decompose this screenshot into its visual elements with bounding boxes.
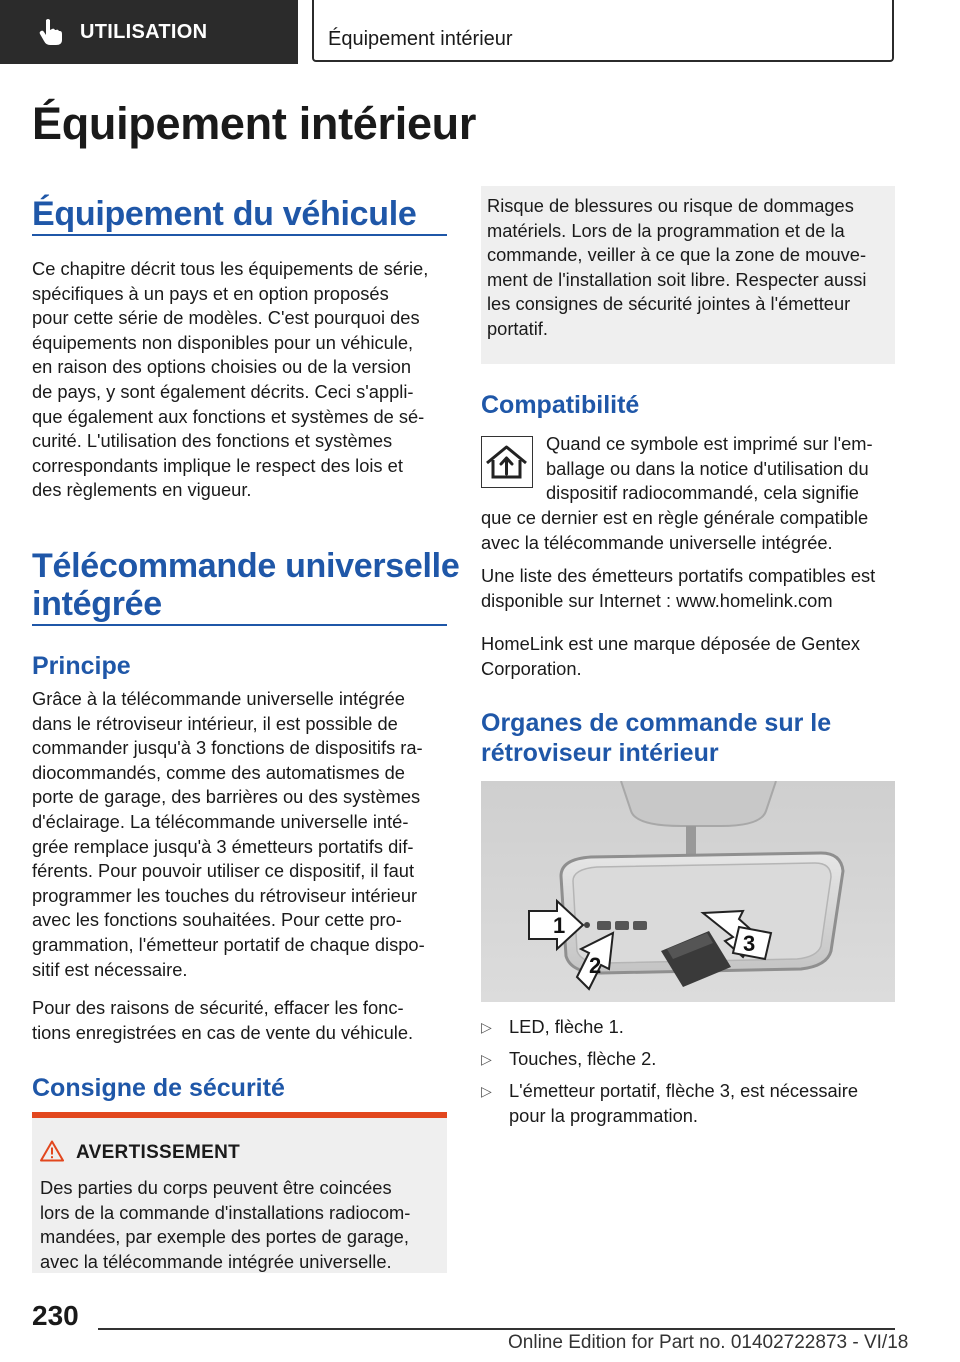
text-line: que ce dernier est en règle générale compatible — [481, 507, 869, 528]
section-label: UTILISATION — [80, 20, 208, 43]
text-line: tions enregistrées en cas de vente du véhicule. — [32, 1021, 414, 1043]
heading-line: rétroviseur intérieur — [481, 739, 719, 767]
footer-rule — [98, 1328, 895, 1330]
triangle-bullet-icon: ▷ — [481, 1083, 492, 1099]
arrow-label-1: 1 — [553, 913, 566, 938]
paragraph-compat-beside-icon — [546, 432, 896, 506]
text-line: ment de l'installation soit libre. Respecter aussi — [487, 268, 867, 290]
text-line: disponible sur Internet : www.homelink.com — [481, 589, 833, 611]
text-line: d'éclairage. La télécommande universelle inté- — [32, 810, 409, 832]
text-line: avec la télécommande intégrée universelle. — [40, 1250, 392, 1272]
text-line: sitif est nécessaire. — [32, 958, 188, 980]
warning-triangle-icon — [40, 1140, 64, 1162]
paragraph-securite-vente — [32, 996, 452, 1045]
text-line: dans le rétroviseur intérieur, il est possible de — [32, 712, 398, 734]
heading-principe: Principe — [32, 652, 131, 680]
text-line: les consignes de sécurité jointes à l'émetteur — [487, 293, 851, 315]
heading-line: Télécommande universelle — [32, 547, 460, 585]
heading-organes-commande — [481, 708, 831, 768]
text-line: portatif. — [487, 317, 548, 339]
warning-title: AVERTISSEMENT — [76, 1142, 241, 1163]
warning-continuation-box — [481, 186, 895, 364]
text-line: Risque de blessures ou risque de dommages — [487, 195, 854, 216]
text-line: ballage ou dans la notice d'utilisation du — [546, 457, 869, 479]
text-line: correspondants implique le respect des lois et — [32, 454, 403, 476]
text-line: des règlements en vigueur. — [32, 479, 252, 501]
heading-consigne-securite: Consigne de sécurité — [32, 1074, 285, 1102]
text-line: Des parties du corps peuvent être coincées — [40, 1177, 392, 1198]
text-line: Une liste des émetteurs portatifs compatibles est — [481, 565, 876, 586]
arrow-label-3: 3 — [743, 931, 756, 956]
text-line: Corporation. — [481, 657, 582, 679]
text-line: matériels. Lors de la programmation et de la — [487, 219, 845, 241]
edition-info: Online Edition for Part no. 01402722873 - VI/18 — [508, 1332, 909, 1353]
text-line: Pour des raisons de sécurité, effacer les fonc- — [32, 997, 404, 1018]
text-line: mandées, par exemple des portes de garage, — [40, 1226, 409, 1248]
house-arrow-icon — [482, 437, 531, 486]
section-tab[interactable] — [0, 0, 298, 64]
text-line: LED, flèche 1. — [509, 1016, 624, 1037]
text-line: pour la programmation. — [509, 1104, 698, 1126]
text-line: HomeLink est une marque déposée de Gentex — [481, 633, 861, 654]
text-line: dispositif radiocommandé, cela signifie — [546, 482, 859, 504]
paragraph-compat-continued — [481, 506, 901, 555]
text-line: curité. L'utilisation des fonctions et systèmes — [32, 430, 393, 452]
homelink-compatibility-icon — [481, 436, 533, 488]
text-line: de pays, y sont également décrits. Ceci s'appli- — [32, 380, 414, 402]
paragraph-equipement-vehicule — [32, 257, 452, 503]
text-line: lors de la commande d'installations radiocom- — [40, 1201, 411, 1223]
text-line: Touches, flèche 2. — [509, 1048, 657, 1069]
text-line: férents. Pour pouvoir utiliser ce dispositif, il faut — [32, 860, 415, 882]
text-line: pour cette série de modèles. C'est pourquoi des — [32, 307, 420, 329]
heading-equipement-vehicule: Équipement du véhicule — [32, 195, 417, 233]
warning-text — [40, 1176, 435, 1274]
paragraph-liste-emetteurs — [481, 564, 901, 613]
text-line: Ce chapitre décrit tous les équipements de série, — [32, 258, 429, 279]
page-number: 230 — [32, 1300, 79, 1331]
triangle-bullet-icon: ▷ — [481, 1051, 492, 1067]
text-line: Grâce à la télécommande universelle intégrée — [32, 688, 405, 709]
warning-box — [32, 1112, 447, 1273]
warning-continuation-text — [487, 194, 882, 342]
text-line: diocommandés, comme des automatismes de — [32, 761, 405, 783]
heading-telecommande — [32, 547, 459, 623]
text-line: avec les fonctions souhaitées. Pour cette pro- — [32, 909, 402, 931]
text-line: avec la télécommande universelle intégrée. — [481, 531, 833, 553]
text-line: équipements non disponibles pour un véhicule, — [32, 331, 414, 353]
paragraph-homelink — [481, 632, 901, 681]
text-line: programmer les touches du rétroviseur intérieur — [32, 884, 418, 906]
text-line: commander jusqu'à 3 fonctions de dispositifs ra- — [32, 737, 423, 759]
breadcrumb: Équipement intérieur — [312, 0, 894, 62]
heading-rule — [32, 624, 447, 626]
heading-line: intégrée — [32, 585, 162, 623]
text-line: spécifiques à un pays et en option proposés — [32, 282, 389, 304]
heading-compatibilite: Compatibilité — [481, 391, 640, 419]
page-title: Équipement intérieur — [32, 98, 477, 149]
text-line: que également aux fonctions et systèmes de sé- — [32, 405, 425, 427]
text-line: grammation, l'émetteur portatif de chaque dispo- — [32, 933, 425, 955]
text-line: commande, veiller à ce que la zone de mouve- — [487, 244, 867, 266]
heading-line: Organes de commande sur le — [481, 709, 832, 737]
rearview-mirror-image — [481, 781, 895, 1002]
text-line: en raison des options choisies ou de la version — [32, 356, 412, 378]
heading-rule — [32, 234, 447, 236]
hand-pointer-icon — [38, 18, 62, 46]
mirror-controls-illustration — [481, 781, 895, 1002]
text-line: grée remplace jusqu'à 3 émetteurs portatifs dif- — [32, 835, 414, 857]
text-line: porte de garage, des barrières ou des systèmes — [32, 786, 421, 808]
text-line: L'émetteur portatif, flèche 3, est nécessaire — [509, 1080, 858, 1101]
text-line: Quand ce symbole est imprimé sur l'em- — [546, 433, 873, 454]
paragraph-principe — [32, 687, 452, 982]
arrow-label-2: 2 — [589, 953, 602, 978]
triangle-bullet-icon: ▷ — [481, 1019, 492, 1035]
